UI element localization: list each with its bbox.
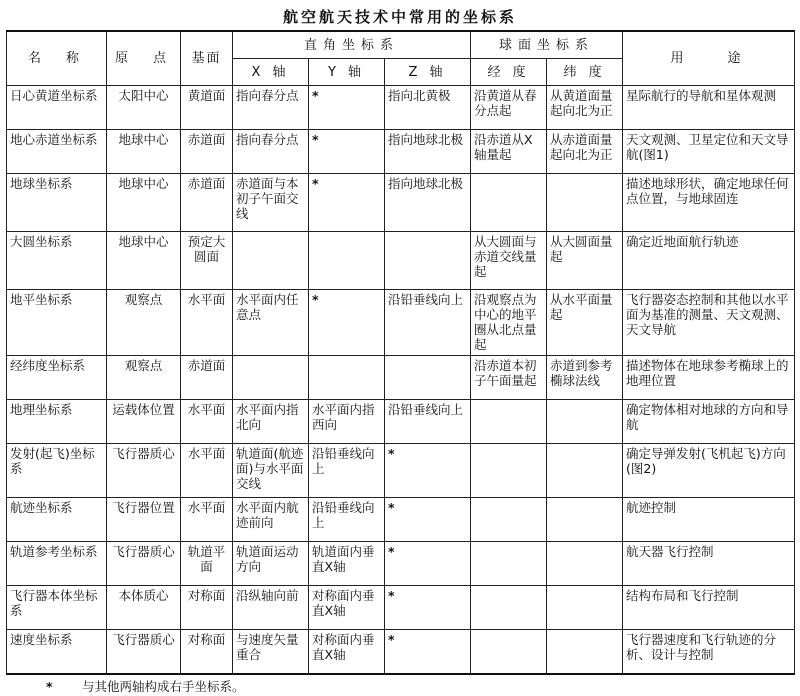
- row-x-axis: 沿纵轴向前: [233, 586, 309, 630]
- row-latitude: 从赤道面量起向北为正: [547, 130, 623, 174]
- table-row: [7, 86, 795, 130]
- row-longitude: 沿赤道从X轴量起: [471, 130, 547, 174]
- row-longitude: 从大圆面与赤道交线量起: [471, 232, 547, 290]
- row-latitude: 赤道到参考椭球法线: [547, 356, 623, 400]
- row-z-axis: *: [385, 444, 471, 498]
- row-longitude: 沿观察点为中心的地平圈从北点量起: [471, 290, 547, 356]
- row-usage: 星际航行的导航和星体观测: [623, 86, 795, 130]
- header-sphere-group: 球面坐标系: [471, 31, 623, 59]
- row-y-axis: 沿铅垂线向上: [309, 444, 385, 498]
- row-name: 发射(起飞)坐标系: [7, 444, 107, 498]
- row-usage: 确定导弹发射(飞机起飞)方向(图2): [623, 444, 795, 498]
- row-latitude: 从水平面量起: [547, 290, 623, 356]
- header-latitude: 纬 度: [547, 59, 623, 86]
- row-name: 大圆坐标系: [7, 232, 107, 290]
- row-x-axis: [233, 356, 309, 400]
- row-x-axis: 指向春分点: [233, 86, 309, 130]
- row-longitude: 沿黄道从春分点起: [471, 86, 547, 130]
- header-longitude: 经 度: [471, 59, 547, 86]
- footnote-mark: *: [46, 679, 53, 694]
- row-base: 水平面: [181, 400, 233, 444]
- row-name: 经纬度坐标系: [7, 356, 107, 400]
- row-origin: 观察点: [107, 356, 181, 400]
- row-y-axis: 对称面内垂直X轴: [309, 586, 385, 630]
- row-y-axis: *: [309, 290, 385, 356]
- row-name: 航迹坐标系: [7, 498, 107, 542]
- row-longitude: [471, 400, 547, 444]
- row-y-axis: 水平面内指西向: [309, 400, 385, 444]
- row-y-axis: *: [309, 86, 385, 130]
- row-latitude: [547, 586, 623, 630]
- row-z-axis: [385, 356, 471, 400]
- footnote-text: 与其他两轴构成右手坐标系。: [82, 679, 245, 694]
- row-x-axis: 赤道面与本初子午面交线: [233, 174, 309, 232]
- row-z-axis: 指向北黄极: [385, 86, 471, 130]
- row-origin: 飞行器质心: [107, 630, 181, 674]
- row-y-axis: *: [309, 174, 385, 232]
- row-origin: 运载体位置: [107, 400, 181, 444]
- row-name: 轨道参考坐标系: [7, 542, 107, 586]
- row-origin: 地球中心: [107, 232, 181, 290]
- row-x-axis: 轨道面(航迹面)与水平面交线: [233, 444, 309, 498]
- row-latitude: [547, 174, 623, 232]
- row-z-axis: 沿铅垂线向上: [385, 290, 471, 356]
- row-base: 预定大圆面: [181, 232, 233, 290]
- row-usage: 飞行器速度和飞行轨迹的分析、设计与控制: [623, 630, 795, 674]
- row-base: 轨道平面: [181, 542, 233, 586]
- header-rect-group: 直角坐标系: [233, 31, 471, 59]
- header-x-axis: X 轴: [233, 59, 309, 86]
- row-base: 赤道面: [181, 130, 233, 174]
- row-z-axis: 指向地球北极: [385, 130, 471, 174]
- row-base: 水平面: [181, 498, 233, 542]
- row-origin: 飞行器质心: [107, 444, 181, 498]
- row-latitude: 从大圆面量起: [547, 232, 623, 290]
- footnote: [46, 677, 245, 695]
- row-base: 赤道面: [181, 356, 233, 400]
- table-row: [7, 498, 795, 542]
- row-latitude: [547, 444, 623, 498]
- row-base: 黄道面: [181, 86, 233, 130]
- row-base: 对称面: [181, 630, 233, 674]
- row-base: 赤道面: [181, 174, 233, 232]
- row-usage: 结构布局和飞行控制: [623, 586, 795, 630]
- table-row: [7, 542, 795, 586]
- row-y-axis: 沿铅垂线向上: [309, 498, 385, 542]
- row-base: 对称面: [181, 586, 233, 630]
- row-z-axis: *: [385, 630, 471, 674]
- row-name: 地球坐标系: [7, 174, 107, 232]
- table-row: [7, 130, 795, 174]
- header-usage: 用 途: [623, 31, 795, 86]
- row-longitude: [471, 498, 547, 542]
- row-usage: 飞行器姿态控制和其他以水平面为基准的测量、天文观测、天文导航: [623, 290, 795, 356]
- row-name: 飞行器本体坐标系: [7, 586, 107, 630]
- row-y-axis: [309, 356, 385, 400]
- row-latitude: [547, 630, 623, 674]
- row-longitude: [471, 630, 547, 674]
- row-origin: 地球中心: [107, 130, 181, 174]
- row-base: 水平面: [181, 290, 233, 356]
- row-y-axis: *: [309, 130, 385, 174]
- coordinate-systems-table: [6, 30, 795, 675]
- table-row: [7, 290, 795, 356]
- row-usage: 天文观测、卫星定位和天文导航(图1): [623, 130, 795, 174]
- row-name: 地心赤道坐标系: [7, 130, 107, 174]
- row-z-axis: *: [385, 586, 471, 630]
- row-origin: 飞行器质心: [107, 542, 181, 586]
- row-longitude: [471, 586, 547, 630]
- header-z-axis: Z 轴: [385, 59, 471, 86]
- row-usage: 描述物体在地球参考椭球上的地理位置: [623, 356, 795, 400]
- table-row: [7, 232, 795, 290]
- row-origin: 太阳中心: [107, 86, 181, 130]
- header-base: 基面: [181, 31, 233, 86]
- row-usage: 航迹控制: [623, 498, 795, 542]
- row-x-axis: 指向春分点: [233, 130, 309, 174]
- row-base: 水平面: [181, 444, 233, 498]
- row-x-axis: 水平面内指北向: [233, 400, 309, 444]
- row-latitude: [547, 542, 623, 586]
- table-row: [7, 356, 795, 400]
- row-longitude: [471, 444, 547, 498]
- row-origin: 本体质心: [107, 586, 181, 630]
- table-row: [7, 444, 795, 498]
- row-name: 速度坐标系: [7, 630, 107, 674]
- row-usage: 确定物体相对地球的方向和导航: [623, 400, 795, 444]
- table-row: [7, 400, 795, 444]
- row-x-axis: 水平面内航迹前向: [233, 498, 309, 542]
- row-name: 地理坐标系: [7, 400, 107, 444]
- table-row: [7, 630, 795, 674]
- row-z-axis: *: [385, 498, 471, 542]
- row-longitude: 沿赤道本初子午面量起: [471, 356, 547, 400]
- header-name: 名 称: [7, 31, 107, 86]
- row-x-axis: 水平面内任意点: [233, 290, 309, 356]
- header-origin: 原 点: [107, 31, 181, 86]
- row-usage: 航天器飞行控制: [623, 542, 795, 586]
- row-x-axis: 轨道面运动方向: [233, 542, 309, 586]
- row-z-axis: 指向地球北极: [385, 174, 471, 232]
- table-row: [7, 586, 795, 630]
- row-z-axis: *: [385, 542, 471, 586]
- row-origin: 飞行器位置: [107, 498, 181, 542]
- row-name: 日心黄道坐标系: [7, 86, 107, 130]
- row-y-axis: [309, 232, 385, 290]
- row-y-axis: 对称面内垂直X轴: [309, 630, 385, 674]
- row-origin: 地球中心: [107, 174, 181, 232]
- row-latitude: 从黄道面量起向北为正: [547, 86, 623, 130]
- row-y-axis: 轨道面内垂直X轴: [309, 542, 385, 586]
- row-latitude: [547, 498, 623, 542]
- table-title: 航空航天技术中常用的坐标系: [282, 8, 517, 26]
- row-usage: 确定近地面航行轨迹: [623, 232, 795, 290]
- row-usage: 描述地球形状，确定地球任何点位置，与地球固连: [623, 174, 795, 232]
- row-longitude: [471, 174, 547, 232]
- row-latitude: [547, 400, 623, 444]
- row-longitude: [471, 542, 547, 586]
- row-z-axis: [385, 232, 471, 290]
- table-row: [7, 174, 795, 232]
- row-name: 地平坐标系: [7, 290, 107, 356]
- row-origin: 观察点: [107, 290, 181, 356]
- row-x-axis: [233, 232, 309, 290]
- row-z-axis: 沿铅垂线向上: [385, 400, 471, 444]
- header-y-axis: Y 轴: [309, 59, 385, 86]
- row-x-axis: 与速度矢量重合: [233, 630, 309, 674]
